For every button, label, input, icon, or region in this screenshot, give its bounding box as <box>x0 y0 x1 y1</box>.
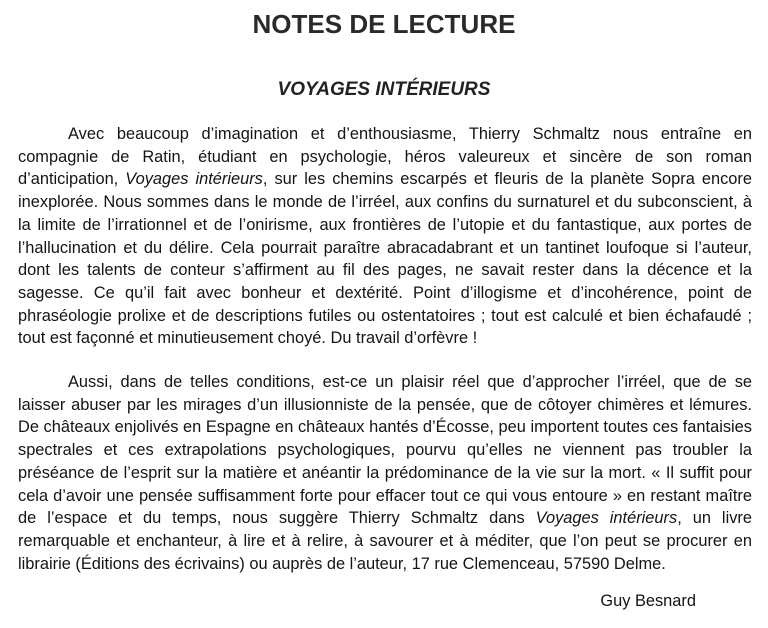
paragraph-2-segment: Aussi, dans de telles conditions, est-ce un plaisir réel que d’approcher l’irréel, que de se laisser abuser par les mirages d’un illusionniste de la pensée, que de côtoyer chimères et lémures. De châteaux enjolivés en Espagne en châteaux hantés d’Écosse, peu importent toutes ces fantaisies spectrales et ces extrapolations psychologiques, pourvu qu’elles ne viennent pas troubler la préséance de l’esprit sur la matière et anéantir la prédominance de la vie sur la mort. « Il suffit pour cela d’avoir une pensée suffisamment forte pour effacer tout ce qui vous entoure » en restant maître de l’espace et du temps, nous suggère Thierry Schmaltz dans <box>18 373 752 528</box>
section-heading: NOTES DE LECTURE <box>252 9 516 39</box>
book-title-italic: Voyages intérieurs <box>535 509 678 528</box>
paragraph-1 <box>18 123 752 350</box>
paragraph-2 <box>18 371 752 575</box>
review-title: VOYAGES INTÉRIEURS <box>277 79 491 100</box>
paragraph-1-segment: , sur les chemins escarpés et fleuris de la planète Sopra encore inexplorée. Nous sommes dans le monde de l’irréel, aux confins du surnaturel et du subconscient, à la limite de l’irrationnel et de l’onirisme, aux frontières de l’utopie et du fantastique, aux portes de l’hallucination et du délire. Cela pourrait paraître abracadabrant et un tantinet loufoque si l’auteur, dont les talents de conteur s’affirment au fil des pages, ne savait rester dans la décence et la sagesse. Ce qu’il fait avec bonheur et dextérité. Point d’illogisme et d’incohérence, point de phraséologie prolixe et de descriptions futiles ou ostentatoires ; tout est calculé et bien échafaudé ; tout est façonné et minutieusement choyé. Du travail d’orfèvre ! <box>18 170 752 348</box>
book-title-italic: Voyages intérieurs <box>125 170 263 189</box>
paragraph-2-segment: , un livre remarquable et enchanteur, à lire et à relire, à savourer et à méditer, que l’on peut se procurer en librairie (Éditions des écrivains) ou auprès de l’auteur, 17 rue Clemenceau, 57590 Delme. <box>18 509 752 573</box>
paragraph-1-segment: Avec beaucoup d’imagination et d’enthousiasme, Thierry Schmaltz nous entraîne en compagnie de Ratin, étudiant en psychologie, héros valeureux et sincère de son roman d’anticipation, <box>18 125 752 189</box>
author-signature: Guy Besnard <box>600 592 696 610</box>
review-body <box>18 123 752 575</box>
